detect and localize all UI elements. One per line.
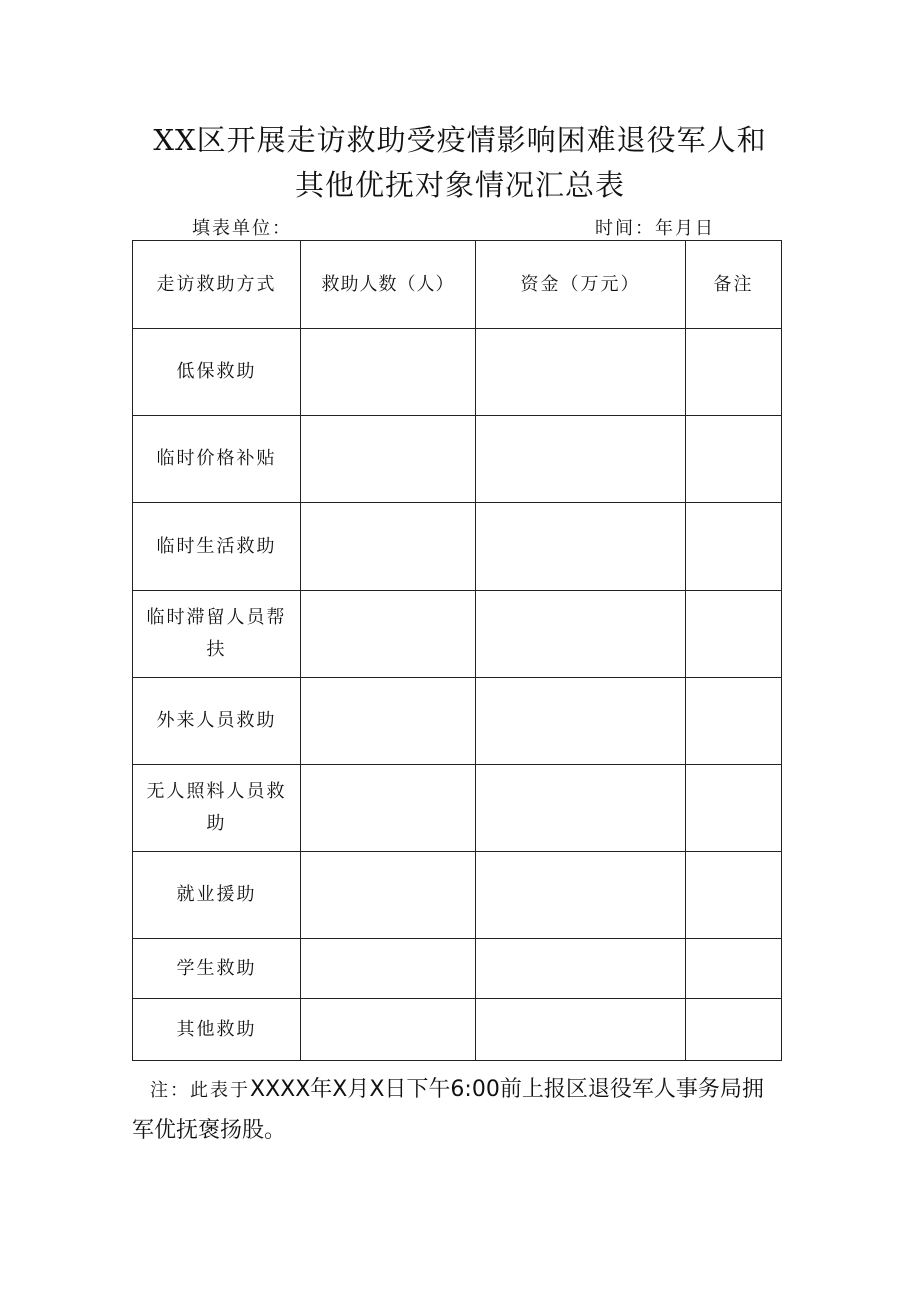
row-funds-cell[interactable]	[476, 503, 686, 591]
header-count: 救助人数（人）	[301, 241, 476, 329]
row-remark-cell[interactable]	[686, 678, 782, 765]
fill-unit-label: 填表单位：	[192, 218, 292, 239]
table-row	[133, 939, 782, 999]
table-row	[133, 999, 782, 1061]
document-title-line1: XX区开展走访救助受疫情影响困难退役军人和	[153, 123, 767, 157]
row-remark-cell[interactable]	[686, 591, 782, 678]
table-row	[133, 852, 782, 939]
header-remark: 备注	[686, 241, 782, 329]
row-method: 学生救助	[133, 939, 301, 999]
row-funds-cell[interactable]	[476, 329, 686, 416]
row-count-cell[interactable]	[301, 416, 476, 503]
row-funds-cell[interactable]	[476, 591, 686, 678]
document-title-line2: 其他优抚对象情况汇总表	[294, 168, 625, 202]
row-count-cell[interactable]	[301, 765, 476, 852]
row-method: 其他救助	[133, 999, 301, 1061]
row-method: 外来人员救助	[133, 678, 301, 765]
row-method: 临时价格补贴	[133, 416, 301, 503]
fill-date-label: 时间：年月日	[595, 218, 715, 239]
header-method: 走访救助方式	[133, 241, 301, 329]
row-remark-cell[interactable]	[686, 852, 782, 939]
header-funds: 资金（万元）	[476, 241, 686, 329]
row-remark-cell[interactable]	[686, 329, 782, 416]
row-funds-cell[interactable]	[476, 416, 686, 503]
row-remark-cell[interactable]	[686, 765, 782, 852]
row-method: 就业援助	[133, 852, 301, 939]
table-row	[133, 503, 782, 591]
row-count-cell[interactable]	[301, 678, 476, 765]
row-count-cell[interactable]	[301, 329, 476, 416]
row-remark-cell[interactable]	[686, 939, 782, 999]
table-row	[133, 765, 782, 852]
row-method: 临时生活救助	[133, 503, 301, 591]
table-header-row	[133, 241, 782, 329]
row-remark-cell[interactable]	[686, 503, 782, 591]
table-row	[133, 678, 782, 765]
row-remark-cell[interactable]	[686, 999, 782, 1061]
footnote	[132, 1070, 782, 1151]
row-count-cell[interactable]	[301, 939, 476, 999]
footnote-body: XXXX年X月X日下午6:00前上报区退役军人事务局拥军优抚褒扬股。	[132, 1077, 764, 1143]
row-count-cell[interactable]	[301, 503, 476, 591]
row-count-cell[interactable]	[301, 999, 476, 1061]
footnote-prefix: 注：此表于	[150, 1080, 250, 1101]
row-method: 无人照料人员救助	[133, 765, 301, 852]
table-row	[133, 416, 782, 503]
row-count-cell[interactable]	[301, 852, 476, 939]
row-funds-cell[interactable]	[476, 999, 686, 1061]
table-row	[133, 591, 782, 678]
row-method: 临时滞留人员帮扶	[133, 591, 301, 678]
table-row	[133, 329, 782, 416]
row-count-cell[interactable]	[301, 591, 476, 678]
row-remark-cell[interactable]	[686, 416, 782, 503]
row-funds-cell[interactable]	[476, 852, 686, 939]
summary-table	[132, 240, 782, 1061]
row-funds-cell[interactable]	[476, 939, 686, 999]
row-funds-cell[interactable]	[476, 678, 686, 765]
row-method: 低保救助	[133, 329, 301, 416]
row-funds-cell[interactable]	[476, 765, 686, 852]
